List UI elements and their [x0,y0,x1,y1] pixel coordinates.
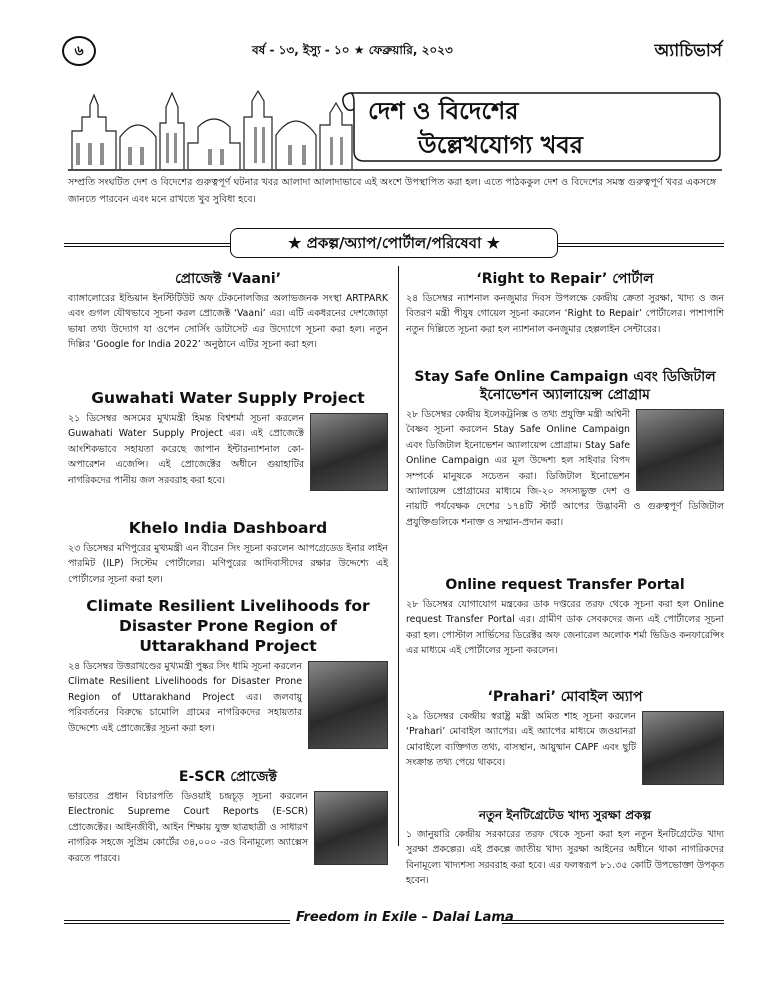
photo-portrait [642,711,724,785]
section-banner [68,87,722,171]
article-food-security [406,806,724,889]
page-header [62,36,722,66]
article-body: ২৮ ডিসেম্বর যোগাযোগ মন্ত্রকের ডাক দপ্তরের তরফ থেকে সূচনা করা হল Online request Transfer Portal এর। গ্রামীণ ডাক সেবকদের জন্য এই পোর্টালের সূচনা করা হল। পোস্টাল সার্ভিসের ডিরেক্টর অফ জেনারেল অলোক শর্মা ভিডিও কনফারেন্সিং এর মাধ্যমে এই পোর্টালের সূচনা করলেন। [406,599,724,657]
article-khelo-india [68,518,388,587]
footer-rule-left [64,920,290,924]
issue-line: বর্ষ - ১৩, ইস্যু - ১০ ★ ফেব্রুয়ারি, ২০২৩ [252,43,453,57]
article-climate-resilient [68,596,388,751]
strip-rule-right [554,243,724,247]
banner-title-line2: উল্লেখযোগ্য খবর [418,130,583,159]
photo-portrait [636,409,724,491]
article-title: নতুন ইনটিগ্রেটেড খাদ্য সুরক্ষা প্রকল্প [478,808,652,822]
article-online-request-transfer [406,576,724,659]
photo-portrait [314,791,388,865]
article-right-to-repair [406,270,724,337]
page-footer [64,910,724,932]
article-title: প্রোজেক্ট ‘Vaani’ [174,271,282,287]
article-body: ২১ ডিসেম্বর অসমের মুখ্যমন্ত্রী হিমন্ত বিশ্বশর্মা সূচনা করলেন Guwahati Water Supply Project এর। এই প্রোজেক্টে আংশিকভাবে সহায়তা করেছে জাপান ইন্টারন্যাশনাল কো-অপারেশন এজেন্সি। এই প্রোজেক্টের অধীনে গুয়াহাটির নাগরিকদের পানীয় জল সরবরাহ করা হবে। [68,413,304,486]
article-title: ‘Right to Repair’ পোর্টাল [476,271,654,287]
banner-title-line1: দেশ ও বিদেশের [368,96,519,125]
article-guwahati-water [68,388,388,493]
article-title: ‘Prahari’ মোবাইল অ্যাপ [487,689,643,705]
column-divider [398,266,399,846]
photo-portrait [308,661,388,749]
article-title: Climate Resilient Livelihoods for Disaster Prone Region of Uttarakhand Project [86,597,370,655]
article-vaani [68,270,388,353]
photo-portrait [310,413,388,491]
article-prahari-app [406,688,724,787]
article-body: ২৪ ডিসেম্বর উত্তরাখণ্ডের মুখ্যমন্ত্রী পুষ্কর সিং ধামি সূচনা করলেন Climate Resilient Livelihoods for Disaster Prone Region of Uttarakhand Project এর। জলবায়ু পরিবর্তনের বিরুদ্ধে চামোলি গ্রামের নাগরিকদের সহায়তার উদ্দেশ্যে এই প্রোজেক্টের সূচনা করা হল। [68,661,302,734]
article-title: Stay Safe Online Campaign এবং ডিজিটাল ইনোভেশন অ্যালায়েন্স প্রোগ্রাম [414,369,716,403]
article-title: E-SCR প্রোজেক্ট [178,769,278,785]
section-title: ★ প্রকল্প/অ্যাপ/পোর্টাল/পরিষেবা ★ [230,228,558,258]
article-body: ২৯ ডিসেম্বর কেন্দ্রীয় স্বরাষ্ট্র মন্ত্রী অমিত শাহ সূচনা করলেন ‘Prahari’ মোবাইল অ্যাপের। এই অ্যাপের মাধ্যমে জওয়ানরা মোবাইলে ব্যক্তিগত তথ্য, বাসস্থান, আয়ুষ্মান CAPF এবং ছুটি সংক্রান্ত তথ্য পেয়ে থাকবে। [406,711,636,769]
intro-paragraph: সম্প্রতি সংঘটিত দেশ ও বিদেশের গুরুত্বপূর্ণ ঘটনার খবর আলাদা আলাদাভাবে এই অংশে উপস্থাপিত করা হল। এতে পাঠককুল দেশ ও বিদেশের সমস্ত গুরুত্বপূর্ণ খবর একসঙ্গে জানতে পারবেন এবং মনে রাখতে খুব সুবিধা হবে। [68,177,717,205]
section-strip [64,226,724,262]
article-title: Khelo India Dashboard [128,519,328,537]
article-stay-safe-online [406,368,724,530]
article-title: Guwahati Water Supply Project [91,389,365,407]
footer-quote: Freedom in Exile – Dalai Lama [296,910,514,925]
page-number: ৬ [62,36,96,66]
article-body: ২৪ ডিসেম্বর ন্যাশনাল কনজুমার দিবস উপলক্ষে কেন্দ্রীয় ক্রেতা সুরক্ষা, খাদ্য ও জন বিতরণ মন্ত্রী পীযুষ গোয়েল সূচনা করলেন ‘Right to Repair’ পোর্টালের। পাশাপাশি নতুন দিল্লিতে সূচনা করা হল ন্যাশনাল কনজুমার হেল্পলাইন সেন্টারের। [406,293,724,335]
article-body: ভারতের প্রধান বিচারপতি ডিওয়াই চন্দ্রচূড় সূচনা করলেন Electronic Supreme Court Reports (E-SCR) প্রোজেক্টের। আইনজীবী, আইন শিক্ষায় যুক্ত ছাত্রছাত্রী ও সাধারণ নাগরিক সহজে সুপ্রিম কোর্টের ৩৪,০০০ -রও বিনামূল্যে অ্যাক্সেস করতে পারবে। [68,791,308,864]
footer-rule-right [502,920,724,924]
article-body: ২৩ ডিসেম্বর মণিপুরের মুখ্যমন্ত্রী এন বীরেন সিং সূচনা করলেন আপগ্রেডেড ইনার লাইন পারমিট (ILP) সিস্টেম পোর্টালের। মণিপুরের আদিবাসীদের রক্ষার উদ্দেশ্যে এই পোর্টালের সূচনা করা হল। [68,543,388,585]
article-escr [68,768,388,867]
article-body: ২৮ ডিসেম্বর কেন্দ্রীয় ইলেকট্রনিক্স ও তথ্য প্রযুক্তি মন্ত্রী অশ্বিনী বৈষ্ণব সূচনা করলেন Stay Safe Online Campaign এবং ডিজিটাল ইনোভেশন অ্যালায়েন্স প্রোগ্রাম। Stay Safe Online Campaign এর মূল উদ্দেশ্য হল সাইবার বিপদ সম্পর্কে মানুষকে সচেতন করা। ডিজিটাল ইনোভেশন অ্যালায়েন্স প্রোগ্রামের মাধ্যমে জি-২০ সদস্যভুক্ত দেশ ও নায়টি পর্যবেক্ষক দেশের ১৭৪টি স্টার্ট আপের উদ্ভাবনী ও গুরুত্বপূর্ণ ডিজিটাল প্রযুক্তিগুলিকে শনাক্ত ও সম্মান-প্রদান করা। [406,409,724,528]
article-body: ১ জানুয়ারি কেন্দ্রীয় সরকারের তরফ থেকে সূচনা করা হল নতুন ইনটিগ্রেটেড খাদ্য সুরক্ষা প্রকল্পের। এই প্রকল্পে জাতীয় খাদ্য সুরক্ষা আইনের অধীনে থাকা নাগরিকদের বিনামূল্যে খাদ্যশস্য সরবরাহ করা হবে। এর ফলস্বরূপ ৮১.৩৫ কোটি উপভোক্তা উপকৃত হবেন। [406,829,724,887]
article-title: Online request Transfer Portal [445,577,685,593]
article-body: ব্যাঙ্গালোরের ইন্ডিয়ান ইনস্টিটিউট অফ টেকনোলজির অলাভজনক সংস্থা ARTPARK এবং গুগল যৌথভাবে সূচনা করল প্রোজেক্ট ‘Vaani’ এর। এটি একধরনের দেশজোড়া ভাষা তথ্য উদ্যোগ যা ওপেন সোর্সিং ডাটাসেট এর উদ্যোগে সূচনা করা হল। নতুন দিল্লির ‘Google for India 2022’ অনুষ্ঠানে এটির সূচনা করা হল। [68,293,388,351]
brand-logo: অ্যাচিভার্স [654,41,722,61]
strip-rule-left [64,243,232,247]
